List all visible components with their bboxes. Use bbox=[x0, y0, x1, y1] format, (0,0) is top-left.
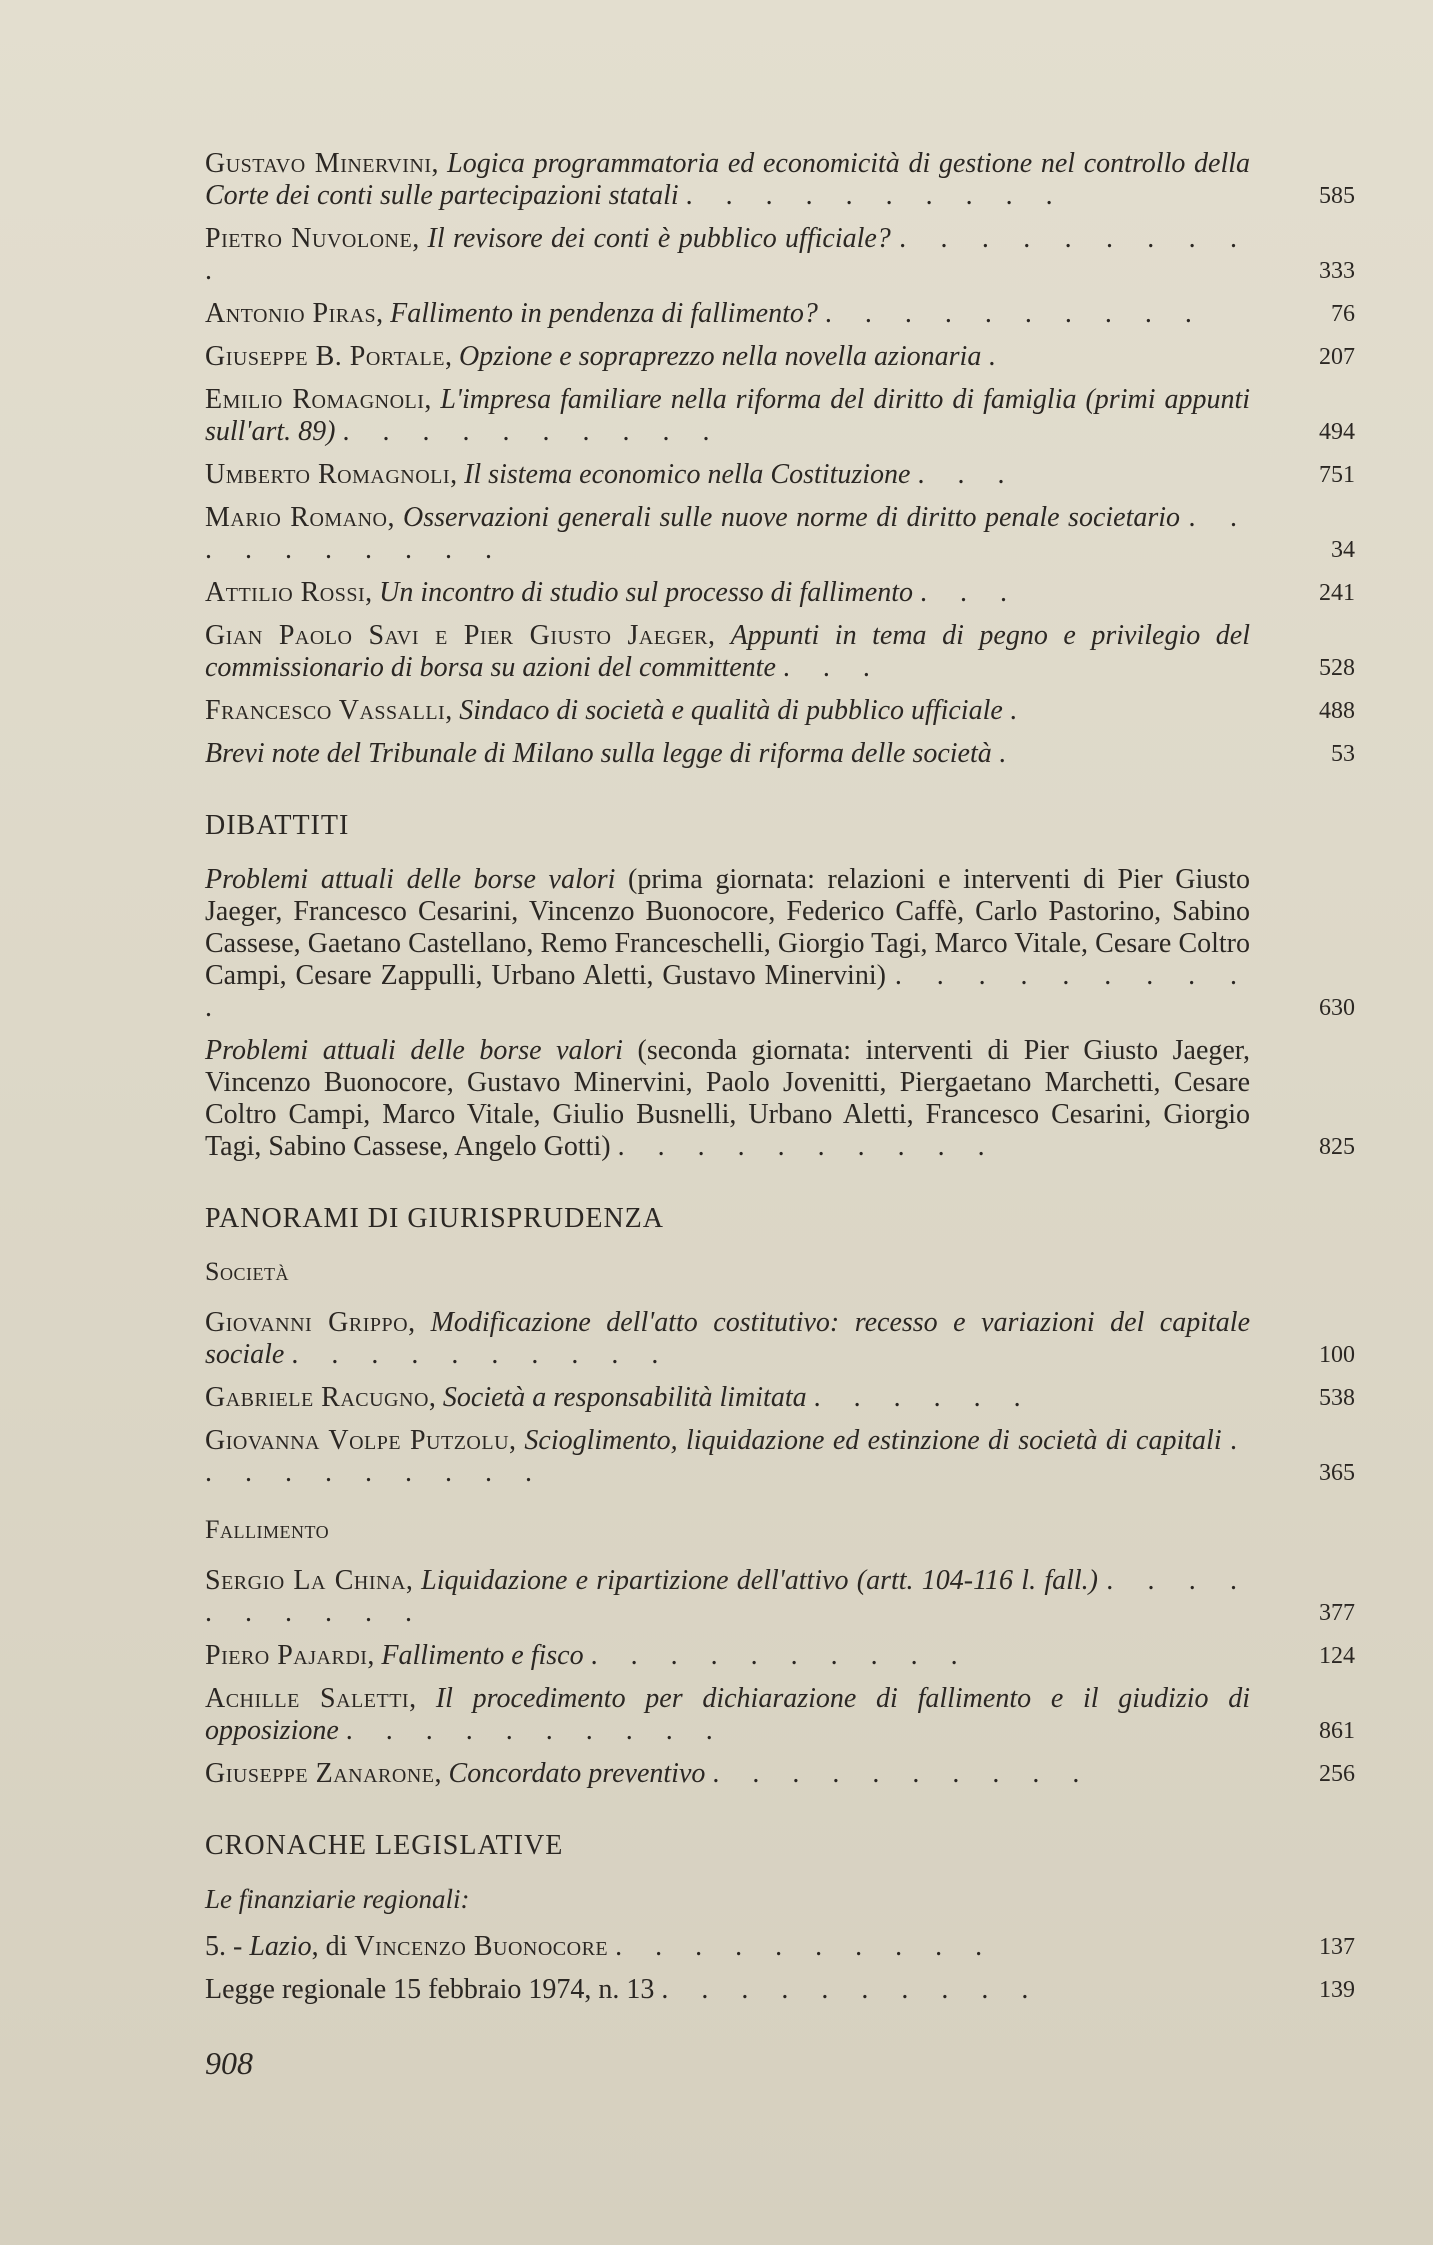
entry-author: Vincenzo Buonocore bbox=[354, 1931, 609, 1962]
entry-participants: (prima giornata: relazioni e interventi di Pier Giusto Jaeger, Francesco Cesarini, Vincenzo Buonocore, Federico Caffè, Carlo Pastorino, Sabino Cassese, Gaetano Castellano, Remo Franceschelli, Giorgio Tagi, Marco Vitale, Cesare Coltro Campi, Cesare Zappulli, Urbano Aletti, Gustavo Minervini) bbox=[205, 864, 1250, 991]
entry-participants: (seconda giornata: interventi di Pier Giusto Jaeger, Vincenzo Buonocore, Gustavo Minervini, Paolo Jovenitti, Piergaetano Marchetti, Cesare Coltro Campi, Marco Vitale, Giulio Busnelli, Urbano Aletti, Francesco Cesarini, Giorgio Tagi, Sabino Cassese, Angelo Gotti) bbox=[205, 1035, 1250, 1162]
page-number: 825 bbox=[1319, 1134, 1355, 1160]
page-number: 34 bbox=[1331, 537, 1355, 563]
separator: , bbox=[376, 298, 391, 329]
page-number: 207 bbox=[1319, 344, 1355, 370]
separator: , bbox=[444, 341, 459, 372]
toc-entry[interactable]: Piero Pajardi, Fallimento e fisco . . . . . . . . . . 124 bbox=[205, 1640, 1355, 1671]
entry-author: Piero Pajardi bbox=[205, 1640, 368, 1671]
separator: , bbox=[365, 577, 380, 608]
leader-dots: . . . . . . . . . . bbox=[661, 1974, 1042, 2005]
leader-dots: . bbox=[998, 738, 1019, 769]
section-heading-panorami: PANORAMI DI GIURISPRUDENZA bbox=[205, 1203, 665, 1234]
entry-title: Problemi attuali delle borse valori bbox=[205, 864, 616, 895]
page-number: 53 bbox=[1331, 741, 1355, 767]
toc-entry[interactable] bbox=[205, 738, 1355, 770]
leader-dots: . . . bbox=[919, 577, 1020, 608]
page-number: 365 bbox=[1319, 1460, 1355, 1486]
entry-title: Opzione e sopraprezzo nella novella azionaria bbox=[458, 341, 982, 372]
separator: , bbox=[424, 384, 441, 415]
page-number: 124 bbox=[1319, 1643, 1355, 1669]
entry-author: Giuseppe Zanarone bbox=[205, 1758, 435, 1789]
page-number: 76 bbox=[1331, 301, 1355, 327]
entry-title: Osservazioni generali sulle nuove norme di diritto penale societario bbox=[402, 502, 1181, 533]
entry-title: Problemi attuali delle borse valori bbox=[205, 1035, 623, 1066]
separator: , bbox=[387, 502, 403, 533]
page-number: 333 bbox=[1319, 258, 1355, 284]
toc-entry[interactable]: Achille Saletti, Il procedimento per dichiarazione di fallimento e il giudizio di opposizione . . . . . . . . . . 861 bbox=[205, 1683, 1355, 1746]
page-folio: 908 bbox=[205, 2045, 253, 2081]
page-number: 630 bbox=[1319, 995, 1355, 1021]
entry-author: Emilio Romagnoli bbox=[205, 384, 425, 415]
toc-entry[interactable] bbox=[205, 223, 1355, 287]
separator: , bbox=[708, 620, 731, 651]
leader-dots: . . . bbox=[782, 652, 883, 683]
entry-title: Liquidazione e ripartizione dell'attivo (artt. 104-116 l. fall.) bbox=[421, 1565, 1098, 1596]
entry-title: Lazio bbox=[249, 1931, 312, 1962]
separator: , bbox=[412, 223, 428, 254]
page-number: 256 bbox=[1319, 1761, 1355, 1787]
page-number: 538 bbox=[1319, 1385, 1355, 1411]
entry-title: Sindaco di società e qualità di pubblico ufficiale bbox=[459, 695, 1003, 726]
toc-entry[interactable]: Giovanna Volpe Putzolu, Scioglimento, liquidazione ed estinzione di società di capitali . . . . . . . . . . 365 bbox=[205, 1425, 1355, 1488]
toc-entry[interactable] bbox=[205, 341, 1355, 373]
separator: , bbox=[450, 459, 465, 490]
entry-author: Gustavo Minervini bbox=[205, 148, 432, 179]
entry-author: Pietro Nuvolone bbox=[205, 223, 413, 254]
entry-title: Società a responsabilità limitata bbox=[442, 1382, 807, 1413]
toc-entry[interactable] bbox=[205, 1974, 1355, 2006]
entry-title: Il procedimento per dichiarazione di fallimento e il giudizio di opposizione bbox=[205, 1683, 1251, 1746]
entry-author: Gian Paolo Savi e Pier Giusto Jaeger bbox=[205, 620, 709, 651]
page-number: 494 bbox=[1319, 419, 1355, 445]
leader-dots: . . . . . . . . . . bbox=[824, 298, 1205, 329]
entry-title: Appunti in tema di pegno e privilegio del commissionario di borsa su azioni del committente bbox=[205, 620, 1250, 683]
entry-author: Giuseppe B. Portale bbox=[205, 341, 445, 372]
entry-title: Il revisore dei conti è pubblico ufficiale? bbox=[427, 223, 891, 254]
leader-dots: . . . . . . . . . . bbox=[205, 960, 1251, 1023]
subsection-heading-fallimento: Fallimento bbox=[205, 1515, 330, 1544]
separator: , bbox=[431, 148, 448, 179]
leader-dots: . . . . . . . . . . bbox=[345, 1715, 726, 1746]
page-number: 488 bbox=[1319, 698, 1355, 724]
toc-entry[interactable]: Gabriele Racugno, Società a responsabilità limitata . . . . . . 538 bbox=[205, 1382, 1355, 1413]
entry-author: Giovanni Grippo bbox=[205, 1307, 409, 1338]
leader-dots: . . . . . . . . . . bbox=[685, 180, 1066, 211]
subsection-heading-finanziarie: Le finanziarie regionali: bbox=[205, 1884, 470, 1914]
entry-title: Concordato preventivo bbox=[448, 1758, 706, 1789]
leader-dots: . . . bbox=[917, 459, 1018, 490]
entry-title: Il sistema economico nella Costituzione bbox=[464, 459, 911, 490]
section-heading-cronache: CRONACHE LEGISLATIVE bbox=[205, 1830, 564, 1861]
leader-dots: . . . . . . . . . . bbox=[205, 1565, 1250, 1628]
page-number: 528 bbox=[1319, 655, 1355, 681]
entry-author: Attilio Rossi bbox=[205, 577, 366, 608]
section-heading-dibattiti: DIBATTITI bbox=[205, 810, 350, 841]
entry-author: Giovanna Volpe Putzolu bbox=[205, 1425, 510, 1456]
separator: , di bbox=[311, 1931, 355, 1962]
entry-title: Un incontro di studio sul processo di fallimento bbox=[379, 577, 913, 608]
toc-entry[interactable]: Giovanni Grippo, Modificazione dell'atto costitutivo: recesso e variazioni del capitale sociale . . . . . . . . . . 100 bbox=[205, 1307, 1355, 1370]
entry-title: Brevi note del Tribunale di Milano sulla legge di riforma delle società bbox=[205, 738, 992, 769]
toc-entry[interactable] bbox=[205, 502, 1355, 566]
leader-dots: . . . . . . . . . . bbox=[615, 1931, 996, 1962]
toc-entry[interactable]: Sergio La China, Liquidazione e ripartizione dell'attivo (artt. 104-116 l. fall.) . . . . . . . . . . 377 bbox=[205, 1565, 1355, 1628]
toc-entry[interactable] bbox=[205, 459, 1355, 491]
entry-text: Legge regionale 15 febbraio 1974, n. 13 bbox=[205, 1974, 655, 2005]
leader-dots: . . . . . . . . . . bbox=[205, 502, 1251, 565]
leader-dots: . . . . . . . . . . bbox=[205, 223, 1251, 286]
toc-entry[interactable] bbox=[205, 577, 1355, 609]
toc-entry[interactable] bbox=[205, 695, 1355, 727]
page-number: 377 bbox=[1319, 1600, 1355, 1626]
entry-title: Scioglimento, liquidazione ed estinzione di società di capitali bbox=[524, 1425, 1222, 1456]
leader-dots: . . . . . . . . . . bbox=[291, 1339, 672, 1370]
page-number: 585 bbox=[1319, 183, 1355, 209]
leader-dots: . . . . . . . . . . bbox=[617, 1131, 998, 1162]
entry-author: Mario Romano bbox=[205, 502, 388, 533]
table-of-contents bbox=[205, 148, 1355, 2017]
entry-title: Fallimento in pendenza di fallimento? bbox=[390, 298, 818, 329]
leader-dots: . . . . . . . . . . bbox=[342, 416, 723, 447]
page-number: 861 bbox=[1319, 1718, 1355, 1744]
entry-author: Sergio La China bbox=[205, 1565, 406, 1596]
toc-entry[interactable] bbox=[205, 620, 1355, 684]
page-number: 137 bbox=[1319, 1934, 1355, 1960]
entry-title: Modificazione dell'atto costitutivo: recesso e variazioni del capitale sociale bbox=[205, 1307, 1251, 1370]
entry-author: Antonio Piras bbox=[205, 298, 377, 329]
leader-dots: . . . . . . . . . . bbox=[712, 1758, 1093, 1789]
toc-entry[interactable] bbox=[205, 864, 1355, 1024]
leader-dots: . . . . . . . . . . bbox=[205, 1425, 1250, 1488]
leader-dots: . bbox=[1009, 695, 1030, 726]
entry-number: 5. - bbox=[205, 1931, 250, 1962]
toc-entry[interactable]: Giuseppe Zanarone, Concordato preventivo . . . . . . . . . . 256 bbox=[205, 1758, 1355, 1789]
leader-dots: . bbox=[988, 341, 1009, 372]
entry-title: Logica programmatoria ed economicità di gestione nel controllo della Corte dei conti sulle partecipazioni statali bbox=[205, 148, 1250, 211]
entry-title: Fallimento e fisco bbox=[381, 1640, 584, 1671]
entry-author: Achille Saletti bbox=[205, 1683, 410, 1714]
toc-entry[interactable] bbox=[205, 1931, 1355, 1963]
toc-entry[interactable] bbox=[205, 148, 1355, 212]
leader-dots: . . . . . . . . . . bbox=[590, 1640, 971, 1671]
page-number: 100 bbox=[1319, 1342, 1355, 1368]
page-number: 139 bbox=[1319, 1977, 1355, 2003]
page-number: 751 bbox=[1319, 462, 1355, 488]
entry-title: L'impresa familiare nella riforma del diritto di famiglia (primi appunti sull'art. 89) bbox=[205, 384, 1251, 447]
page-number: 241 bbox=[1319, 580, 1355, 606]
toc-entry[interactable] bbox=[205, 298, 1355, 330]
separator: , bbox=[445, 695, 460, 726]
toc-group-articles bbox=[205, 148, 1355, 770]
entry-author: Francesco Vassalli bbox=[205, 695, 446, 726]
toc-entry[interactable] bbox=[205, 1035, 1355, 1163]
entry-author: Umberto Romagnoli bbox=[205, 459, 451, 490]
leader-dots: . . . . . . bbox=[813, 1382, 1034, 1413]
entry-author: Gabriele Racugno bbox=[205, 1382, 429, 1413]
subsection-heading-societa: Società bbox=[205, 1257, 289, 1286]
toc-entry[interactable] bbox=[205, 384, 1355, 448]
